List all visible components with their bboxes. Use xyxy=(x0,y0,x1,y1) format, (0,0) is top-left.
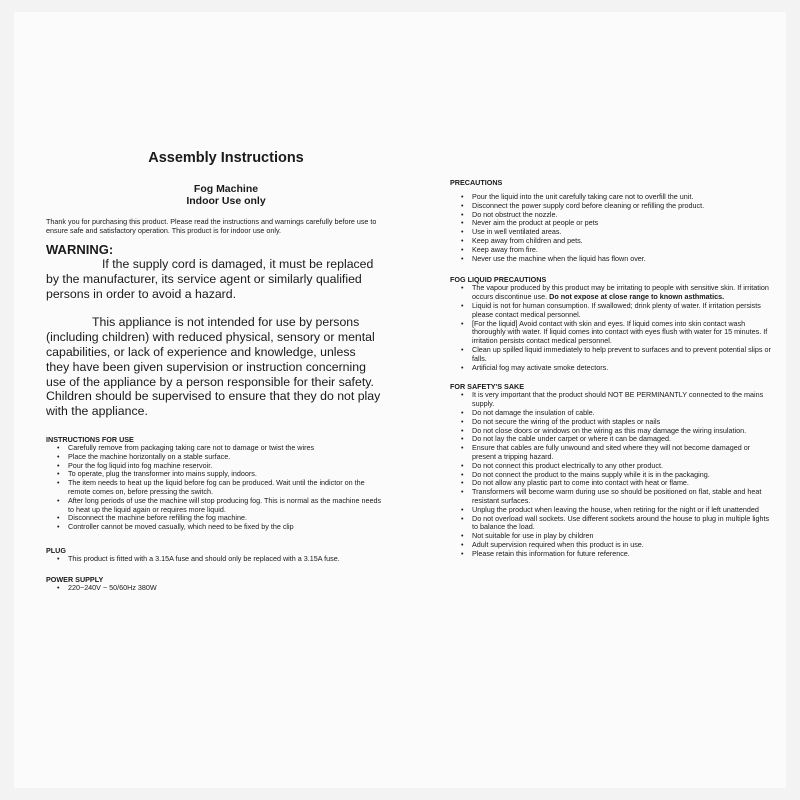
list-item: • Never use the machine when the liquid has flown over. xyxy=(472,255,772,264)
instructions-heading: INSTRUCTIONS FOR USE xyxy=(46,434,134,444)
instructions-list xyxy=(46,444,382,532)
warning-paragraph-supervision: This appliance is not intended for use by persons (including children) with reduced physical, sensory or mental capabilities, or lack of experience and knowledge, unless they have been given supervision or instruction concerning use of the appliance by a person responsible for their safety. Children should be supervised to ensure that they do not play with the appliance. xyxy=(46,315,381,419)
list-item: • The item needs to heat up the liquid before fog can be produced. Wait until the indictor on the remote comes on, before pressing the switch. xyxy=(68,479,382,497)
list-item: • Artificial fog may activate smoke detectors. xyxy=(472,364,772,373)
list-item: • Unplug the product when leaving the house, when retiring for the night or if left unattended xyxy=(472,506,772,515)
list-item: • Do not secure the wiring of the product with staples or nails xyxy=(472,418,772,427)
list-item xyxy=(472,284,772,302)
fog-liquid-list xyxy=(450,284,772,372)
list-item: • To operate, plug the transformer into mains supply, indoors. xyxy=(68,470,382,479)
precautions-heading: PRECAUTIONS xyxy=(450,178,503,187)
list-item: • Transformers will become warm during use so should be positioned on flat, stable and heat resistant surfaces. xyxy=(472,488,772,506)
warning-heading: WARNING: xyxy=(46,242,114,257)
list-item: • Liquid is not for human consumption. If swallowed; drink plenty of water. If irritation persists please contact medical personnel. xyxy=(472,302,772,320)
warning-paragraph-cord: If the supply cord is damaged, it must be replaced by the manufacturer, its service agent or similarly qualified persons in order to avoid a hazard. xyxy=(46,257,374,301)
list-item: • Controller cannot be moved casually, which need to be fixed by the clip xyxy=(68,523,382,532)
precautions-list xyxy=(450,193,772,263)
fog-liquid-heading: FOG LIQUID PRECAUTIONS xyxy=(450,275,547,285)
right-column xyxy=(450,178,772,558)
safety-heading: FOR SAFETY'S SAKE xyxy=(450,382,524,392)
list-item: • Never aim the product at people or pets xyxy=(472,219,772,228)
list-item: • Do not allow any plastic part to come into contact with heat or flame. xyxy=(472,479,772,488)
list-item: • Do not connect the product to the mains supply while it is in the packaging. xyxy=(472,471,772,480)
fog-vapour-text: The vapour produced by this product may be irritating to people with sensitive skin. If irritation occurs discontinue use. xyxy=(472,283,769,302)
list-item: • Use in well ventilated areas. xyxy=(472,228,772,237)
list-item: • Do not damage the insulation of cable. xyxy=(472,409,772,418)
plug-heading: PLUG xyxy=(46,545,66,555)
usage-note: Indoor Use only xyxy=(186,195,266,207)
list-item: • Place the machine horizontally on a stable surface. xyxy=(68,453,382,462)
document-title: Assembly Instructions xyxy=(148,150,304,166)
list-item: • Ensure that cables are fully unwound and sited where they will not become damaged or present a tripping hazard. xyxy=(472,444,772,462)
plug-list xyxy=(46,555,382,564)
list-item: • [For the liquid] Avoid contact with skin and eyes. If liquid comes into skin contact wash thoroughly with water. If liquid comes into contact with eyes flush with water for 15 minutes. If irritation persists contact medical personnel. xyxy=(472,320,772,346)
asthma-warning: Do not expose at close range to known asthmatics. xyxy=(549,292,725,302)
left-column xyxy=(46,150,382,593)
list-item: • This product is fitted with a 3.15A fuse and should only be replaced with a 3.15A fuse. xyxy=(68,555,382,564)
intro-paragraph: Thank you for purchasing this product. Please read the instructions and warnings carefully before use to ensure safe and satisfactory operation. This product is for indoor use only. xyxy=(46,217,377,235)
list-item: • After long periods of use the machine will stop producing fog. This is normal as the machine needs to heat up the liquid again or requires more liquid. xyxy=(68,497,382,515)
list-item: • Keep away from children and pets. xyxy=(472,237,772,246)
list-item: • Keep away from fire. xyxy=(472,246,772,255)
list-item: • Not suitable for use in play by children xyxy=(472,532,772,541)
safety-list xyxy=(450,391,772,558)
list-item: • 220~240V ~ 50/60Hz 380W xyxy=(68,584,382,593)
list-item: • Disconnect the power supply cord before cleaning or refilling the product. xyxy=(472,202,772,211)
list-item: • Do not overload wall sockets. Use different sockets around the house to plug in multiple lights to balance the load. xyxy=(472,515,772,533)
power-supply-heading: POWER SUPPLY xyxy=(46,574,104,584)
list-item: • Please retain this information for future reference. xyxy=(472,550,772,559)
product-name: Fog Machine xyxy=(193,183,259,195)
power-supply-list xyxy=(46,584,382,593)
list-item: • Carefully remove from packaging taking care not to damage or twist the wires xyxy=(68,444,382,453)
list-item: • Do not lay the cable under carpet or where it can be damaged. xyxy=(472,435,772,444)
list-item: • Do not close doors or windows on the wiring as this may damage the wiring insulation. xyxy=(472,427,772,436)
list-item: • Do not obstruct the nozzle. xyxy=(472,211,772,220)
list-item: • Pour the fog liquid into fog machine reservoir. xyxy=(68,462,382,471)
list-item: • Do not connect this product electrically to any other product. xyxy=(472,462,772,471)
list-item: • It is very important that the product should NOT BE PERMINANTLY connected to the mains supply. xyxy=(472,391,772,409)
list-item: • Clean up spilled liquid immediately to help prevent to surfaces and to prevent potential slips or falls. xyxy=(472,346,772,364)
list-item: • Adult supervision required when this product is in use. xyxy=(472,541,772,550)
list-item: • Disconnect the machine before refilling the fog machine. xyxy=(68,514,382,523)
list-item: • Pour the liquid into the unit carefully taking care not to overfill the unit. xyxy=(472,193,772,202)
